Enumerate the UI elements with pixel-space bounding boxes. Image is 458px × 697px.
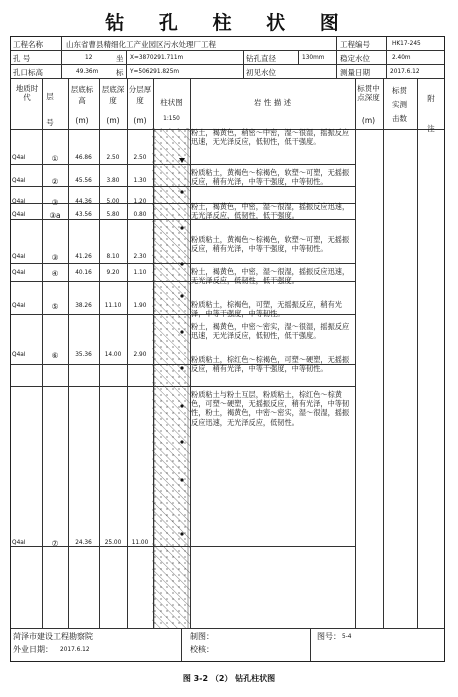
bottom-elev: 46.86 bbox=[75, 155, 92, 161]
era: Q4al bbox=[12, 212, 26, 218]
thickness: 1.10 bbox=[133, 270, 147, 276]
layer-no: ④ bbox=[51, 269, 59, 278]
era: Q4al bbox=[12, 352, 26, 358]
thickness: 2.30 bbox=[133, 254, 147, 260]
field-date: 2017.6.12 bbox=[60, 647, 90, 653]
bottom-elev: 43.56 bbox=[75, 212, 92, 218]
bottom-depth: 2.50 bbox=[106, 155, 120, 161]
lithology-description: 粉土，褐黄色，中密～密实，湿～很湿，摇振反应迅速，无光泽反应，低韧性，低干强度。 bbox=[191, 322, 350, 341]
bottom-elev: 24.36 bbox=[75, 540, 92, 546]
stable-water: 2.40m bbox=[392, 55, 411, 61]
lithology-description: 粉质粘土，黄褐色～棕褐色，软塑～可塑，无摇振反应，稍有光泽，中等干强度，中等韧性。 bbox=[191, 168, 350, 187]
page-title: 钻 孔 柱 状 图 bbox=[105, 12, 353, 34]
bottom-elev: 35.36 bbox=[75, 352, 92, 358]
coord-label-2: 标 bbox=[116, 68, 124, 77]
unit-thickness: (m) bbox=[133, 116, 147, 125]
thickness: 11.00 bbox=[131, 540, 149, 546]
company-name: 菏泽市建设工程勘察院 bbox=[13, 632, 93, 641]
thickness: 2.90 bbox=[133, 352, 147, 358]
figure-caption: 图 3-2 （2） 钻孔柱状图 bbox=[182, 674, 276, 683]
layer-no: ③ bbox=[51, 198, 59, 207]
layer-no: ③ bbox=[51, 253, 59, 262]
figure-no: 5-4 bbox=[342, 634, 352, 640]
era: Q4al bbox=[12, 540, 26, 546]
lithology-description: 粉质粘土，棕红色～棕褐色，可塑～硬塑，无摇振反应，稍有光泽，中等干强度，中等韧性。 bbox=[191, 355, 350, 374]
bottom-elev: 44.36 bbox=[75, 199, 92, 205]
elevation: 49.36m bbox=[76, 69, 99, 75]
era: Q4al bbox=[12, 270, 26, 276]
col-notes: 附注 bbox=[427, 94, 435, 133]
x-coordinate: X=3870291.711m bbox=[130, 55, 184, 61]
layer-no: ① bbox=[51, 154, 59, 163]
lithology-column bbox=[152, 128, 190, 628]
layer-no: ⑤ bbox=[51, 302, 59, 311]
bottom-depth: 14.00 bbox=[104, 352, 122, 358]
diameter: 130mm bbox=[302, 55, 325, 61]
lithology-description-extra: 粉质粘土与粉土互层，粉质粘土，棕红色～棕黄色，可塑～硬塑，无摇振反应，稍有光泽，中等韧性，粉土，褐黄色，中密～密实，湿～很湿，摇振反应迅速，无光泽反应，低韧性。 bbox=[191, 390, 350, 427]
lithology-description: 粉质粘土，黄褐色～棕褐色，软塑～可塑，无摇振反应，稍有光泽，中等干强度，中等韧性。 bbox=[191, 235, 350, 254]
bottom-depth: 9.20 bbox=[106, 270, 120, 276]
col-bottom-elev: 层底标高 bbox=[70, 85, 94, 105]
col-description: 岩 性 描 述 bbox=[253, 98, 292, 107]
bottom-depth: 25.00 bbox=[104, 540, 122, 546]
col-era: 地质时代 bbox=[15, 84, 39, 102]
lithology-description: 粉土，褐黄色，中密，湿～很湿，摇振反应迅速，无光泽反应，低韧性，低干强度。 bbox=[191, 267, 350, 286]
unit-sample-depth: (m) bbox=[361, 116, 376, 125]
hole-no-label: 孔 号 bbox=[13, 54, 31, 63]
initial-water-label: 初见水位 bbox=[246, 68, 276, 77]
diameter-label: 钻孔直径 bbox=[246, 54, 276, 63]
checked-by-label: 校核： bbox=[190, 645, 214, 654]
col-thickness: 分层厚度 bbox=[128, 85, 152, 105]
col-sample-depth: 标贯中点深度 bbox=[357, 84, 380, 102]
bottom-elev: 38.26 bbox=[75, 303, 92, 309]
thickness: 1.30 bbox=[133, 178, 147, 184]
col-layer-no: 层号 bbox=[46, 92, 54, 127]
layer-no: ⑦ bbox=[51, 539, 59, 548]
layer-no: ③a bbox=[49, 211, 61, 220]
survey-date: 2017.6.12 bbox=[390, 69, 420, 75]
bottom-depth: 5.00 bbox=[106, 199, 120, 205]
thickness: 0.80 bbox=[133, 212, 147, 218]
unit-elev: (m) bbox=[75, 116, 89, 125]
thickness: 1.90 bbox=[133, 303, 147, 309]
coord-label: 坐 bbox=[116, 54, 124, 63]
project-name: 山东省曹县精细化工产业园区污水处理厂工程 bbox=[66, 40, 216, 49]
col-bottom-depth: 层底深度 bbox=[101, 85, 125, 105]
hole-no: 12 bbox=[85, 55, 93, 61]
lithology-description: 粉土，褐黄色，稍密～中密，湿～很湿，摇振反应迅速，无光泽反应，低韧性，低干强度。 bbox=[191, 128, 350, 147]
bottom-depth: 8.10 bbox=[106, 254, 120, 260]
stable-water-label: 稳定水位 bbox=[340, 54, 370, 63]
project-no-label: 工程编号 bbox=[340, 40, 370, 49]
project-no: HK17-245 bbox=[392, 41, 421, 47]
scale: 1:150 bbox=[163, 116, 180, 122]
lithology-description: 粉质粘土，棕褐色，可塑，无摇振反应，稍有光泽，中等干强度，中等韧性。 bbox=[191, 300, 342, 319]
field-date-label: 外业日期： bbox=[13, 645, 53, 654]
layer-no: ⑥ bbox=[51, 351, 59, 360]
bottom-depth: 5.80 bbox=[106, 212, 120, 218]
unit-depth: (m) bbox=[106, 116, 120, 125]
bottom-depth: 3.80 bbox=[106, 178, 120, 184]
lithology-description: 粉土，褐黄色，中密，湿～很湿，摇振反应迅速，无光泽反应，低韧性，低干强度。 bbox=[191, 202, 350, 221]
bottom-elev: 41.26 bbox=[75, 254, 92, 260]
bottom-depth: 11.10 bbox=[104, 303, 122, 309]
era: Q4al bbox=[12, 199, 26, 205]
layer-no: ② bbox=[51, 177, 59, 186]
elevation-label: 孔口标高 bbox=[13, 68, 43, 77]
col-blow-count: 标贯实测击数 bbox=[392, 86, 407, 123]
era: Q4al bbox=[12, 178, 26, 184]
drawn-by-label: 制图： bbox=[190, 632, 214, 641]
thickness: 2.50 bbox=[133, 155, 147, 161]
era: Q4al bbox=[12, 155, 26, 161]
bottom-elev: 40.16 bbox=[75, 270, 92, 276]
y-coordinate: Y=506291.825m bbox=[130, 69, 180, 75]
figure-no-label: 图号： bbox=[317, 632, 341, 641]
col-column-chart: 柱状图 bbox=[160, 98, 183, 107]
project-name-label: 工程名称 bbox=[13, 40, 43, 49]
era: Q4al bbox=[12, 303, 26, 309]
era: Q4al bbox=[12, 254, 26, 260]
survey-date-label: 测量日期 bbox=[340, 68, 370, 77]
bottom-elev: 45.56 bbox=[75, 178, 92, 184]
thickness: 1.20 bbox=[133, 199, 147, 205]
